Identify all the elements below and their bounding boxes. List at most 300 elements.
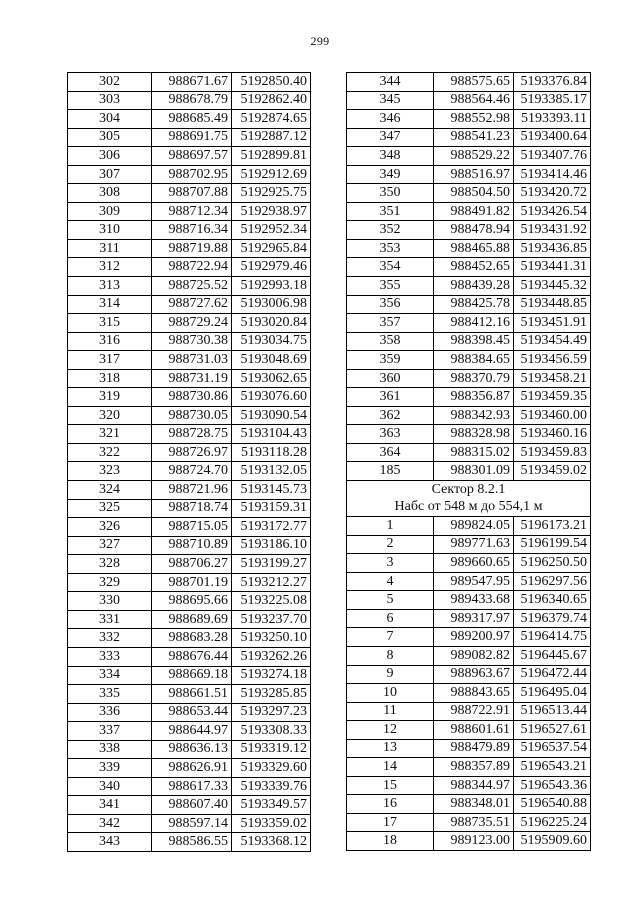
coord-x-cell: 988452.65: [434, 258, 514, 277]
point-number-cell: 310: [68, 221, 152, 240]
coord-y-cell: 5196472.44: [514, 665, 591, 684]
table-row: [347, 813, 591, 832]
coord-x-cell: 988479.89: [434, 739, 514, 758]
coord-y-cell: 5192993.18: [232, 277, 311, 296]
table-row: [68, 722, 311, 741]
coord-x-cell: 988465.88: [434, 239, 514, 258]
table-row: [347, 572, 591, 591]
table-row: [347, 91, 591, 110]
coord-y-cell: 5193020.84: [232, 314, 311, 333]
coord-y-cell: 5192938.97: [232, 202, 311, 221]
table-row: [347, 184, 591, 203]
coord-y-cell: 5193368.12: [232, 833, 311, 852]
table-row: [347, 739, 591, 758]
coord-x-cell: 988730.86: [152, 388, 232, 407]
coord-y-cell: 5193456.59: [514, 351, 591, 370]
coord-y-cell: 5193274.18: [232, 666, 311, 685]
coord-y-cell: 5193376.84: [514, 73, 591, 92]
coord-x-cell: 988722.91: [434, 702, 514, 721]
coord-y-cell: 5193414.46: [514, 165, 591, 184]
point-number-cell: 318: [68, 369, 152, 388]
table-row: [347, 388, 591, 407]
point-number-cell: 340: [68, 777, 152, 796]
point-number-cell: 353: [347, 239, 434, 258]
point-number-cell: 325: [68, 499, 152, 518]
table-row: [347, 609, 591, 628]
coord-y-cell: 5193262.26: [232, 647, 311, 666]
coord-x-cell: 988712.34: [152, 202, 232, 221]
coord-y-cell: 5193048.69: [232, 351, 311, 370]
coordinates-table-right: [346, 72, 591, 851]
coord-x-cell: 988370.79: [434, 369, 514, 388]
coord-x-cell: 989824.05: [434, 517, 514, 536]
coord-x-cell: 988676.44: [152, 647, 232, 666]
coord-x-cell: 988702.95: [152, 165, 232, 184]
coord-x-cell: 988644.97: [152, 722, 232, 741]
coord-x-cell: 988718.74: [152, 499, 232, 518]
point-number-cell: 342: [68, 814, 152, 833]
point-number-cell: 312: [68, 258, 152, 277]
point-number-cell: 311: [68, 239, 152, 258]
table-row: [68, 221, 311, 240]
coord-y-cell: 5196379.74: [514, 609, 591, 628]
coord-x-cell: 988731.19: [152, 369, 232, 388]
coord-x-cell: 988722.94: [152, 258, 232, 277]
table-row: [347, 758, 591, 777]
point-number-cell: 304: [68, 110, 152, 129]
coord-x-cell: 988721.96: [152, 481, 232, 500]
table-row: [68, 777, 311, 796]
coord-x-cell: 989547.95: [434, 572, 514, 591]
coord-y-cell: 5193431.92: [514, 221, 591, 240]
coordinates-table-left: [67, 72, 311, 852]
table-row: [68, 73, 311, 92]
coord-y-cell: 5196540.88: [514, 795, 591, 814]
point-number-cell: 351: [347, 202, 434, 221]
point-number-cell: 4: [347, 572, 434, 591]
table-row: [68, 536, 311, 555]
coord-x-cell: 988706.27: [152, 555, 232, 574]
coord-y-cell: 5193349.57: [232, 796, 311, 815]
point-number-cell: 357: [347, 314, 434, 333]
coord-x-cell: 988617.33: [152, 777, 232, 796]
coord-x-cell: 988724.70: [152, 462, 232, 481]
table-row: [347, 776, 591, 795]
coord-y-cell: 5193159.31: [232, 499, 311, 518]
coord-y-cell: 5192979.46: [232, 258, 311, 277]
coord-y-cell: 5193400.64: [514, 128, 591, 147]
point-number-cell: 317: [68, 351, 152, 370]
table-row: [68, 295, 311, 314]
table-row: [347, 702, 591, 721]
table-row: [347, 277, 591, 296]
coord-y-cell: 5193459.83: [514, 443, 591, 462]
coord-y-cell: 5196225.24: [514, 813, 591, 832]
coord-y-cell: 5193460.00: [514, 406, 591, 425]
table-row: [347, 110, 591, 129]
point-number-cell: 7: [347, 628, 434, 647]
coord-y-cell: 5193420.72: [514, 184, 591, 203]
table-row: [68, 351, 311, 370]
coord-y-cell: 5193448.85: [514, 295, 591, 314]
coord-x-cell: 988601.61: [434, 721, 514, 740]
point-number-cell: 12: [347, 721, 434, 740]
coord-y-cell: 5193458.21: [514, 369, 591, 388]
coord-y-cell: 5192899.81: [232, 147, 311, 166]
point-number-cell: 352: [347, 221, 434, 240]
coord-x-cell: 988626.91: [152, 759, 232, 778]
coord-y-cell: 5193172.77: [232, 518, 311, 537]
coord-x-cell: 988695.66: [152, 592, 232, 611]
coord-y-cell: 5193441.31: [514, 258, 591, 277]
table-row: [68, 202, 311, 221]
point-number-cell: 355: [347, 277, 434, 296]
coord-x-cell: 988671.67: [152, 73, 232, 92]
coord-y-cell: 5193250.10: [232, 629, 311, 648]
point-number-cell: 359: [347, 351, 434, 370]
coord-y-cell: 5192925.75: [232, 184, 311, 203]
coord-x-cell: 988731.03: [152, 351, 232, 370]
coord-x-cell: 989200.97: [434, 628, 514, 647]
coord-y-cell: 5192912.69: [232, 165, 311, 184]
point-number-cell: 321: [68, 425, 152, 444]
coord-x-cell: 989771.63: [434, 535, 514, 554]
point-number-cell: 324: [68, 481, 152, 500]
point-number-cell: 316: [68, 332, 152, 351]
coord-y-cell: 5193451.91: [514, 314, 591, 333]
point-number-cell: 341: [68, 796, 152, 815]
coord-x-cell: 988328.98: [434, 425, 514, 444]
table-row: [68, 332, 311, 351]
table-row: [347, 554, 591, 573]
coord-y-cell: 5193454.49: [514, 332, 591, 351]
point-number-cell: 323: [68, 462, 152, 481]
coord-x-cell: 988725.52: [152, 277, 232, 296]
point-number-cell: 337: [68, 722, 152, 741]
coord-x-cell: 988726.97: [152, 443, 232, 462]
coord-x-cell: 988669.18: [152, 666, 232, 685]
coord-y-cell: 5193285.85: [232, 685, 311, 704]
coord-y-cell: 5193104.43: [232, 425, 311, 444]
coord-x-cell: 988357.89: [434, 758, 514, 777]
point-number-cell: 302: [68, 73, 152, 92]
table-row: [347, 351, 591, 370]
table-row: [68, 110, 311, 129]
point-number-cell: 338: [68, 740, 152, 759]
table-row: [68, 518, 311, 537]
section-title-row: [347, 481, 591, 499]
table-row: [347, 628, 591, 647]
coord-y-cell: 5193459.02: [514, 462, 591, 481]
table-row: [68, 814, 311, 833]
coord-y-cell: 5193034.75: [232, 332, 311, 351]
point-number-cell: 13: [347, 739, 434, 758]
point-number-cell: 336: [68, 703, 152, 722]
table-row: [347, 535, 591, 554]
table-row: [68, 388, 311, 407]
table-row: [68, 165, 311, 184]
coord-y-cell: 5193237.70: [232, 610, 311, 629]
point-number-cell: 305: [68, 128, 152, 147]
coord-y-cell: 5192850.40: [232, 73, 311, 92]
coord-y-cell: 5193212.27: [232, 573, 311, 592]
coord-y-cell: 5193199.27: [232, 555, 311, 574]
coord-x-cell: 988478.94: [434, 221, 514, 240]
coord-y-cell: 5193445.32: [514, 277, 591, 296]
table-row: [68, 629, 311, 648]
coord-x-cell: 988716.34: [152, 221, 232, 240]
table-row: [68, 314, 311, 333]
coord-x-cell: 988697.57: [152, 147, 232, 166]
coord-y-cell: 5196513.44: [514, 702, 591, 721]
coord-y-cell: 5196173.21: [514, 517, 591, 536]
coord-y-cell: 5196340.65: [514, 591, 591, 610]
coord-y-cell: 5193385.17: [514, 91, 591, 110]
coord-y-cell: 5193426.54: [514, 202, 591, 221]
point-number-cell: 339: [68, 759, 152, 778]
coord-x-cell: 988384.65: [434, 351, 514, 370]
table-row: [68, 277, 311, 296]
coord-x-cell: 988575.65: [434, 73, 514, 92]
coord-x-cell: 988730.38: [152, 332, 232, 351]
table-row: [68, 258, 311, 277]
coord-x-cell: 988728.75: [152, 425, 232, 444]
point-number-cell: 346: [347, 110, 434, 129]
coord-y-cell: 5193319.12: [232, 740, 311, 759]
point-number-cell: 10: [347, 684, 434, 703]
coord-x-cell: 988607.40: [152, 796, 232, 815]
coord-y-cell: 5193186.10: [232, 536, 311, 555]
point-number-cell: 358: [347, 332, 434, 351]
table-row: [68, 425, 311, 444]
coord-x-cell: 988342.93: [434, 406, 514, 425]
coord-x-cell: 988729.24: [152, 314, 232, 333]
coord-y-cell: 5193393.11: [514, 110, 591, 129]
point-number-cell: 16: [347, 795, 434, 814]
coord-x-cell: 988689.69: [152, 610, 232, 629]
coord-x-cell: 988597.14: [152, 814, 232, 833]
point-number-cell: 327: [68, 536, 152, 555]
table-row: [68, 647, 311, 666]
table-row: [68, 759, 311, 778]
coord-y-cell: 5196537.54: [514, 739, 591, 758]
point-number-cell: 360: [347, 369, 434, 388]
table-row: [68, 481, 311, 500]
table-row: [347, 832, 591, 851]
point-number-cell: 364: [347, 443, 434, 462]
point-number-cell: 362: [347, 406, 434, 425]
table-row: [347, 646, 591, 665]
point-number-cell: 18: [347, 832, 434, 851]
coord-y-cell: 5196414.75: [514, 628, 591, 647]
point-number-cell: 315: [68, 314, 152, 333]
point-number-cell: 309: [68, 202, 152, 221]
coord-x-cell: 988552.98: [434, 110, 514, 129]
coord-x-cell: 988439.28: [434, 277, 514, 296]
table-row: [347, 73, 591, 92]
coord-x-cell: 988653.44: [152, 703, 232, 722]
point-number-cell: 5: [347, 591, 434, 610]
table-row: [347, 332, 591, 351]
table-row: [347, 425, 591, 444]
point-number-cell: 15: [347, 776, 434, 795]
coord-y-cell: 5193329.60: [232, 759, 311, 778]
coord-x-cell: 988301.09: [434, 462, 514, 481]
table-row: [347, 517, 591, 536]
table-row: [68, 443, 311, 462]
coord-x-cell: 988529.22: [434, 147, 514, 166]
coord-y-cell: 5192965.84: [232, 239, 311, 258]
coord-y-cell: 5193090.54: [232, 406, 311, 425]
coord-x-cell: 988691.75: [152, 128, 232, 147]
coord-x-cell: 988398.45: [434, 332, 514, 351]
coord-x-cell: 988719.88: [152, 239, 232, 258]
point-number-cell: 332: [68, 629, 152, 648]
coord-y-cell: 5193407.76: [514, 147, 591, 166]
table-row: [347, 239, 591, 258]
point-number-cell: 185: [347, 462, 434, 481]
table-row: [68, 499, 311, 518]
table-row: [347, 147, 591, 166]
point-number-cell: 320: [68, 406, 152, 425]
point-number-cell: 335: [68, 685, 152, 704]
table-row: [68, 128, 311, 147]
coord-x-cell: 989082.82: [434, 646, 514, 665]
coord-y-cell: 5193225.08: [232, 592, 311, 611]
table-row: [347, 795, 591, 814]
coord-y-cell: 5196445.67: [514, 646, 591, 665]
table-row: [68, 685, 311, 704]
table-row: [68, 462, 311, 481]
point-number-cell: 306: [68, 147, 152, 166]
coord-y-cell: 5196250.50: [514, 554, 591, 573]
coord-x-cell: 989433.68: [434, 591, 514, 610]
point-number-cell: 3: [347, 554, 434, 573]
point-number-cell: 1: [347, 517, 434, 536]
coord-x-cell: 988710.89: [152, 536, 232, 555]
coord-x-cell: 988963.67: [434, 665, 514, 684]
point-number-cell: 356: [347, 295, 434, 314]
coord-x-cell: 988516.97: [434, 165, 514, 184]
coord-y-cell: 5192887.12: [232, 128, 311, 147]
section-subtitle: Набс от 548 м до 554,1 м: [347, 499, 591, 517]
coord-y-cell: 5193006.98: [232, 295, 311, 314]
table-row: [347, 258, 591, 277]
point-number-cell: 307: [68, 165, 152, 184]
point-number-cell: 344: [347, 73, 434, 92]
table-row: [68, 610, 311, 629]
table-row: [347, 462, 591, 481]
point-number-cell: 14: [347, 758, 434, 777]
coord-y-cell: 5193460.16: [514, 425, 591, 444]
coord-y-cell: 5196495.04: [514, 684, 591, 703]
point-number-cell: 331: [68, 610, 152, 629]
point-number-cell: 348: [347, 147, 434, 166]
point-number-cell: 361: [347, 388, 434, 407]
coord-y-cell: 5193459.35: [514, 388, 591, 407]
coord-y-cell: 5192952.34: [232, 221, 311, 240]
table-row: [347, 314, 591, 333]
point-number-cell: 303: [68, 91, 152, 110]
table-row: [68, 239, 311, 258]
point-number-cell: 6: [347, 609, 434, 628]
coord-x-cell: 988636.13: [152, 740, 232, 759]
coord-x-cell: 988685.49: [152, 110, 232, 129]
point-number-cell: 333: [68, 647, 152, 666]
coord-x-cell: 988491.82: [434, 202, 514, 221]
coord-x-cell: 988356.87: [434, 388, 514, 407]
coord-y-cell: 5195909.60: [514, 832, 591, 851]
point-number-cell: 319: [68, 388, 152, 407]
coord-x-cell: 988315.02: [434, 443, 514, 462]
table-row: [347, 221, 591, 240]
point-number-cell: 11: [347, 702, 434, 721]
point-number-cell: 17: [347, 813, 434, 832]
table-row: [68, 796, 311, 815]
table-row: [347, 443, 591, 462]
coord-x-cell: 988678.79: [152, 91, 232, 110]
table-row: [68, 406, 311, 425]
point-number-cell: 363: [347, 425, 434, 444]
table-row: [347, 721, 591, 740]
point-number-cell: 330: [68, 592, 152, 611]
table-row: [347, 128, 591, 147]
coord-x-cell: 988348.01: [434, 795, 514, 814]
coord-x-cell: 988541.23: [434, 128, 514, 147]
coord-y-cell: 5196297.56: [514, 572, 591, 591]
table-row: [347, 295, 591, 314]
point-number-cell: 8: [347, 646, 434, 665]
point-number-cell: 350: [347, 184, 434, 203]
table-row: [68, 184, 311, 203]
table-row: [347, 202, 591, 221]
table-row: [347, 684, 591, 703]
table-row: [68, 555, 311, 574]
point-number-cell: 343: [68, 833, 152, 852]
table-row: [347, 406, 591, 425]
coord-y-cell: 5196527.61: [514, 721, 591, 740]
table-row: [68, 91, 311, 110]
table-row: [347, 665, 591, 684]
point-number-cell: 347: [347, 128, 434, 147]
point-number-cell: 328: [68, 555, 152, 574]
point-number-cell: 313: [68, 277, 152, 296]
point-number-cell: 9: [347, 665, 434, 684]
point-number-cell: 308: [68, 184, 152, 203]
coord-y-cell: 5193436.85: [514, 239, 591, 258]
coord-x-cell: 988843.65: [434, 684, 514, 703]
coord-y-cell: 5196543.36: [514, 776, 591, 795]
table-row: [347, 369, 591, 388]
coord-y-cell: 5193132.05: [232, 462, 311, 481]
page-number: 299: [310, 34, 330, 48]
coord-x-cell: 988683.28: [152, 629, 232, 648]
section-title: Сектор 8.2.1: [347, 481, 591, 499]
section-subtitle-row: [347, 499, 591, 517]
coord-x-cell: 989123.00: [434, 832, 514, 851]
coord-x-cell: 988707.88: [152, 184, 232, 203]
point-number-cell: 2: [347, 535, 434, 554]
table-row: [68, 666, 311, 685]
table-row: [347, 591, 591, 610]
coord-y-cell: 5193297.23: [232, 703, 311, 722]
coord-x-cell: 988735.51: [434, 813, 514, 832]
coord-x-cell: 988504.50: [434, 184, 514, 203]
table-row: [68, 833, 311, 852]
coord-x-cell: 988727.62: [152, 295, 232, 314]
coord-x-cell: 989660.65: [434, 554, 514, 573]
coord-y-cell: 5192862.40: [232, 91, 311, 110]
